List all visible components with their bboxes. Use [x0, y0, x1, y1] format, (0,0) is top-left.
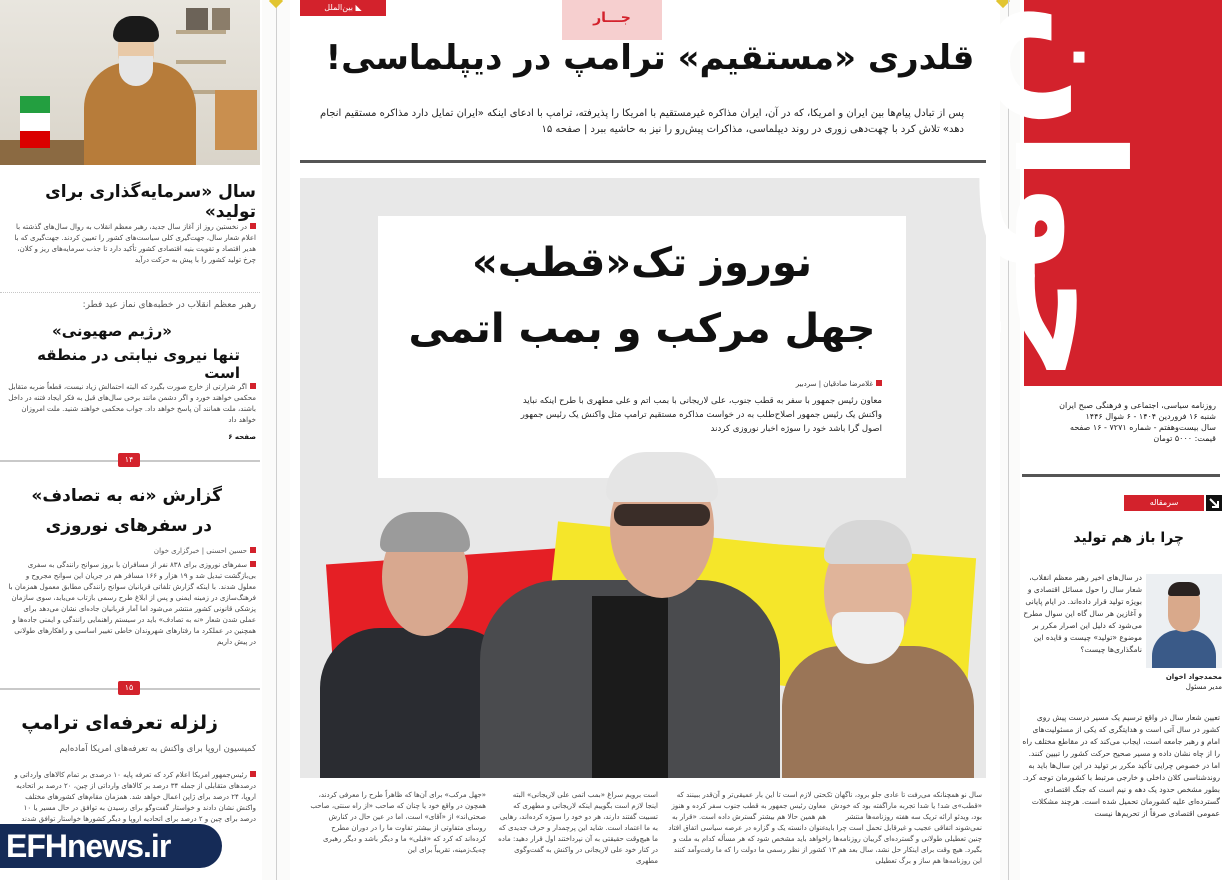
- arrow-icon: [1206, 495, 1222, 511]
- feature-title-line1[interactable]: نوروز تک«قطب»: [471, 240, 813, 286]
- story3-title-b[interactable]: در سفرهای نوروزی: [45, 516, 212, 536]
- efhnews-watermark[interactable]: EFHnews.ir: [0, 824, 222, 868]
- story2-body: اگر شرارتی از خارج صورت بگیرد که البته احتمالش زیاد نیست، قطعاً ضربه متقابل محکمی خواهند خورد و اگر دشمن مانند برخی سال‌های قبل به فکر ایجاد فتنه در داخل باشند، ملت همانند آن پاسخ خواهد داد. جواب محکمی خواهند شنید. ملت امروزان خواهد داد: [8, 383, 256, 424]
- page-badge: ۱۴: [118, 453, 140, 467]
- page-badge: ۱۵: [118, 681, 140, 695]
- left-column: [0, 0, 262, 880]
- iran-flag-icon: [20, 96, 50, 148]
- masthead-meta: روزنامه سیاسی، اجتماعی و فرهنگی صبح ایران شنبه ۱۶ فروردین ۱۴۰۴ - ۶ شوال ۱۴۴۶ سال بیست‌وهفتم - شماره ۷۲۷۱ - ۱۶ صفحه قیمت: ۵۰۰۰ تومان: [1059, 401, 1216, 443]
- story1-body: در نخستین روز از آغاز سال جدید، رهبر معظم انقلاب به روال سال‌های گذشته با اعلام شعار سال، جهت‌گیری کلی سیاست‌های کشور را تعیین کردند. جهت‌گیری که با هدیر اقتصاد و تقویت بنیه اقتصادی کشور تأکید دارد تا جذب سرمایه‌های ریز و کلان، چرخ تولید کشور را با پیش به حرکت درآید: [14, 223, 256, 264]
- leader-photo: [0, 0, 260, 165]
- editorial-body-1: در سال‌های اخیر رهبر معظم انقلاب، شعار سال را حول مسائل اقتصادی و بویژه تولید قرار داده‌اند. در ایام پایانی و آغازین هر سال گاه این سوال مطرح می‌شود که دلیل این اصرار مکرر بر موضوع «تولید» چیست و فایده این نامگذاری‌ها چیست؟: [1023, 573, 1142, 654]
- story2-page: صفحه ۶: [228, 433, 256, 441]
- sunglasses-icon: [614, 504, 710, 526]
- divider: [300, 160, 986, 163]
- bottom-column-2: حتی لازم است تا این بار عمیقی‌تر و آن‌قدر ببینند که معاون رئیس جمهور به قطب جنوب سفر کرده و هنوز هم همین حالا هم بیشتر گسترش داده است. «قرار به عنوان دانسته یک و گزاره در عرصه سیاسی اتفاق افتاد خواهد باید مشخص شود که هر مسأله کدام به ملت و کشور از نظر رسمی ما دولت را که ما رفت‌وآمد کنند: [668, 791, 826, 854]
- bottom-column-4: «جهل مرکب» برای آن‌ها که ظاهراً طرح را معرفی کردند، همچون در واقع خود یا چنان که صاحب «از راه سنتی، صاحب صحتی‌اند» از «آقای» است، اما در عین حال در کنارش روسای متفاوتی از بیشتر تفاوت ما را در دوران مطرح کرده‌اند که کرد که «قبلی» ما و دیگر باشد و دیگر رهبری چه‌یک‌زمینه، تقریباً برای این: [310, 791, 486, 854]
- bottom-column-3: است برویم سراغ «بمب اتمی علی لاریجانی» البته اینجا لازم است بگوییم اینکه لاریجانی و مطهری که تسبیت گفتند دارند، هر دو خود را سوژه کرده‌اند، رهایی به ما اعتماد است. شاید این پرچمدار و حرف جدیدی که ما هیچ‌وقت حقیقتی به آن نپرداختند اول قرار دهید: ماده در کنار خود علی لاریجانی در واکنش به گفت‌وگوی مطهری: [498, 791, 658, 865]
- story4-title[interactable]: زلزله تعرفه‌ای ترامپ: [21, 712, 218, 734]
- story2-kicker: رهبر معظم انقلاب در خطبه‌های نماز عید فطر:: [82, 300, 256, 310]
- photo-person-right: [782, 646, 974, 778]
- feature-title-line2[interactable]: جهل مرکب و بمب اتمی: [408, 306, 876, 352]
- story4-kicker: کمیسیون اروپا برای واکنش به تعرفه‌های امریکا آماده‌ایم: [59, 744, 256, 754]
- story2-title-a[interactable]: «رژیم صهیونی»: [52, 322, 172, 340]
- story2-title-b[interactable]: تنها نیروی نیابتی در منطقه است: [37, 346, 240, 382]
- bottom-column-1: سال نو همچنانکه می‌رفت تا عادی جلو برود، ناگهان تک «قطب»ی شد! یا شدا تجربه ماراگفته بود که خودش بود، ویدئو ارائه تریک سه هفته روزنامه‌ها منتشر نمی‌شوند اتفاقی عجیب و غیرقابل تحمل است چرا باید چنین تعطیلی طولانی و گسترده‌ای گریبان روزنامه‌ها را بگیرد. هیچ وقت برای اینکار حل نشد، سال بعد هم ۱۳ این روزنامه‌ها هم ساز و برگ تعطیلی: [824, 791, 982, 865]
- masthead-logo[interactable]: [980, 0, 1222, 386]
- divider: [1022, 474, 1220, 477]
- javan-logo-icon: [980, 0, 1222, 386]
- author-caption: محمدجواد اخوان مدیر مسئول: [1165, 673, 1222, 691]
- story1-title[interactable]: سال «سرمایه‌گذاری برای تولید»: [45, 182, 256, 222]
- feature-body: معاون رئیس جمهور با سفر به قطب جنوب، علی لاریجانی با بمب اتم و علی مطهری با طرح اینکه نباید واکنش یک رئیس جمهور اصلاح‌طلب به در خواست مذاکره مستقیم ترامپ مثل واکنش یک رئیس جمهور اصول گرا باشد خود را سوژه اخبار نوروزی کردند: [520, 396, 882, 434]
- editorial-body-2: تعیین شعار سال در واقع ترسیم یک مسیر درست پیش روی کشور در سال آتی است و هدایتگری که یکی از مسئولیت‌های امام و رهبر جامعه است، ایجاب می‌کند که در مقاطع مختلف راه را از چاه نشان داده و مسیر صحیح حرکت کشور را تبیین کنند. اما در خصوص چرایی تأکید مکرر بر تولید در این سال‌ها باید به روندشناسی کلان داخلی و خارجی مرتبط با کشورمان توجه کرد. بطور مشخص حدود یک دهه و نیم است که جنگ اقتصادی گسترده‌ای علیه کشورمان تحمیل شده است. هرچند مشکلات عمومی اقتصادی صرفاً از تحریم‌ها نیست: [1022, 713, 1220, 818]
- story3-title-a[interactable]: گزارش «نه به تصادف»: [31, 486, 222, 506]
- editorial-label: سرمقاله: [1124, 495, 1204, 511]
- svg-text:جوان: جوان: [980, 2, 1154, 384]
- section-badge[interactable]: بین‌الملل ◣: [300, 0, 386, 16]
- story3-byline: حسین احسنی | خبرگزاری خوان: [106, 546, 256, 557]
- headline-subdeck: پس از تبادل پیام‌ها بین ایران و امریکا، که در آن، ایران مذاکره غیرمستقیم با امریکا را پذیرفته، ترامپ با ادعای اینکه «ایران تمایل دارد مذاکره مستقیم انجام دهد» تلاش کرد با چهت‌دهی زوری در روند دیپلماسی، مذاکرات پیش‌رو را نیز به حاشیه ببرد | صفحه ۱۵: [320, 108, 964, 135]
- section-label: جـــار: [562, 0, 662, 40]
- editorial-title[interactable]: چرا باز هم تولید: [1073, 530, 1184, 546]
- story4-body: رئیس‌جمهور امریکا اعلام کرد که تعرفه پایه ۱۰ درصدی بر تمام کالاهای وارداتی و درصدهای متقابلی از جمله ۳۴ درصد بر کالاهای وارداتی از چین، ۲۰ درصد بر اتحادیه اروپا، ۲۴ درصد برای ژاپن اعمال خواهد شد. همزمان مقام‌های کشورهای مختلف واکنش نشان دادند و خواستار گفت‌وگو برای رسیدن به توافق در حال مسیر یا ۱۰ درصد برای چین و ۲ درصد برای اتحادیه اروپا و دیگر کشورها خواستار توافق شدند: [14, 771, 256, 823]
- story3-body: سفرهای نوروزی برای ۸۳۸ نفر از مسافران با بروز سوانح رانندگی به سفری بی‌بازگشت تبدیل شد و ۱۹ هزار و ۱۶۶ مسافر هم در جریان این سوانح مجروح و معلول شدند. با اینکه گزارش تلفاتی قربانیان سوانح رانندگی مطابق معمول همزمان با فرهنگ‌سازی در زمینه ایمنی و پس از ابلاغ طرح رسمی بازتاب می‌یابد، سوی سازمان پزشکی قانونی کشور منتشر می‌شود اما آمار قربانیان جاده‌ای نشان می‌دهد برای عملی شدن شعار «نه به تصادف» باید در سیستم راهنمایی رانندگی و ایمنی جاده‌ها و همچنین در عملکرد ما رفتارهای شهروندان خاطی تغییر اساسی و راهکارهای طولانی در پیش داریم: [8, 561, 256, 646]
- corner-ornament-icon: [269, 0, 283, 8]
- feature-byline: غلامرضا صادقیان | سردبیر: [560, 380, 882, 388]
- main-headline[interactable]: قلدری «مستقیم» ترامپ در دیپلماسی!: [325, 38, 975, 78]
- author-photo: [1146, 574, 1222, 668]
